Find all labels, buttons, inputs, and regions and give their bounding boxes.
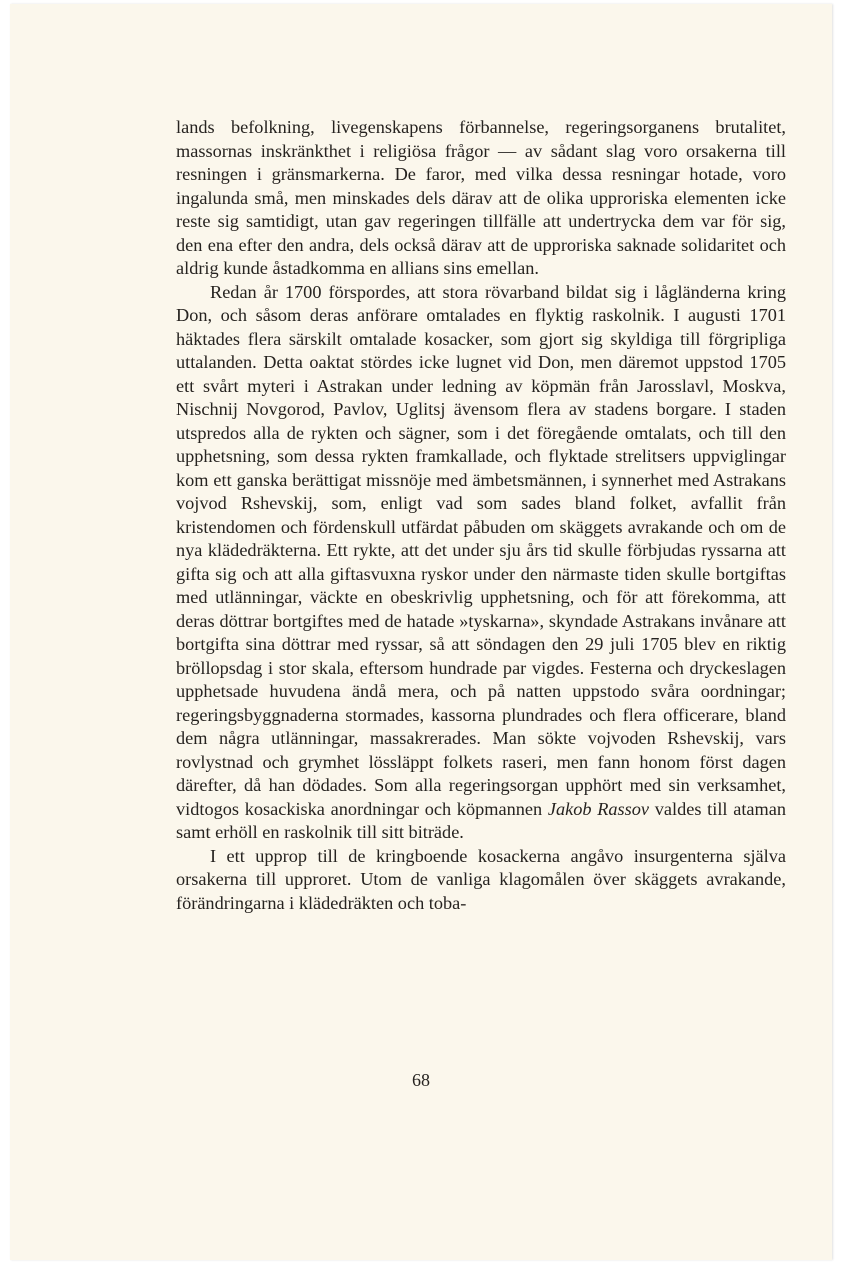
book-page: [10, 4, 832, 1260]
paragraph-2: [176, 281, 786, 845]
paragraph-2-tail: valdes till ataman samt erhöll en raskolnik till sitt biträde.: [176, 798, 787, 842]
paragraph-2-text: Redan år 1700 förspordes, att stora rövarband bildat sig i lågländerna kring Don, och såsom deras anförare omtalades en flyktig raskolnik. I augusti 1701 häktades flera särskilt omtalade kosacker, som gjort sig skyldiga till förgripliga uttalanden. Detta oaktat stördes icke lugnet vid Don, men däremot uppstod 1705 ett svårt myteri i Astrakan under ledning av köpmän från Jarosslavl, Moskva, Nischnij Novgorod, Pavlov, Uglitsj ävensom flera av stadens borgare. I staden utspredos alla de rykten och sägner, som i det föregående omtalats, och till den upphetsning, som dessa rykten framkallade, och flyktade strelitsers uppviglingar kom ett ganska berättigat missnöje med ämbetsmännen, i synnerhet med Astrakans vojvod Rshevskij, som, enligt vad som sades bland folket, avfallit från kristendomen och fördenskull utfärdat påbuden om skäggets avrakande och om de nya klädedräkterna. Ett rykte, att det under sju års tid skulle förbjudas ryssarna att gifta sig och att alla giftasvuxna ryskor under den närmaste tiden skulle bortgiftas med utlänningar, väckte en obeskrivlig upphetsning, och för att förekomma, att deras döttrar bortgiftes med de hatade »tyskarna», skyndade Astrakans invånare att bortgifta sina döttrar med ryssar, så att söndagen den 29 juli 1705 blev en riktig bröllopsdag i stor skala, eftersom hundrade par vigdes. Festerna och dryckeslagen upphetsade huvudena ändå mera, och på natten uppstodo svåra oordningar; regeringsbyggnaderna stormades, kassorna plundrades och flera officerare, bland dem några utlänningar, massakrerades. Man sökte vojvoden Rshevskij, vars rovlystnad och grymhet lössläppt folkets raseri, men fann honom först dagen därefter, då han dödades. Som alla regeringsorgan upphört med sin verksamhet, vidtogos kosackiska anordningar och köpmannen: [176, 281, 786, 819]
paragraph-1: lands befolkning, livegenskapens förbannelse, regeringsorganens brutalitet, massornas inskränkthet i religiösa frågor — av sådant slag voro orsakerna till resningen i gränsmarkerna. De faror, med vilka dessa resningar hotade, voro ingalunda små, men minskades dels därav att de olika upproriska elementen icke reste sig samtidigt, utan gav regeringen tillfälle att undertrycka dem var för sig, den ena efter den andra, dels också därav att de upproriska saknade solidaritet och aldrig kunde åstadkomma en allians sins emellan.: [176, 117, 786, 278]
person-name: Jakob Rassov: [547, 798, 650, 819]
paragraph-3: I ett upprop till de kringboende kosackerna angåvo insurgenterna själva orsakerna till upproret. Utom de vanliga klagomålen över skäggets avrakande, förändringarna i klädedräkten och toba-: [176, 845, 786, 913]
body-text: [176, 116, 786, 915]
page-number: 68: [412, 1070, 430, 1090]
